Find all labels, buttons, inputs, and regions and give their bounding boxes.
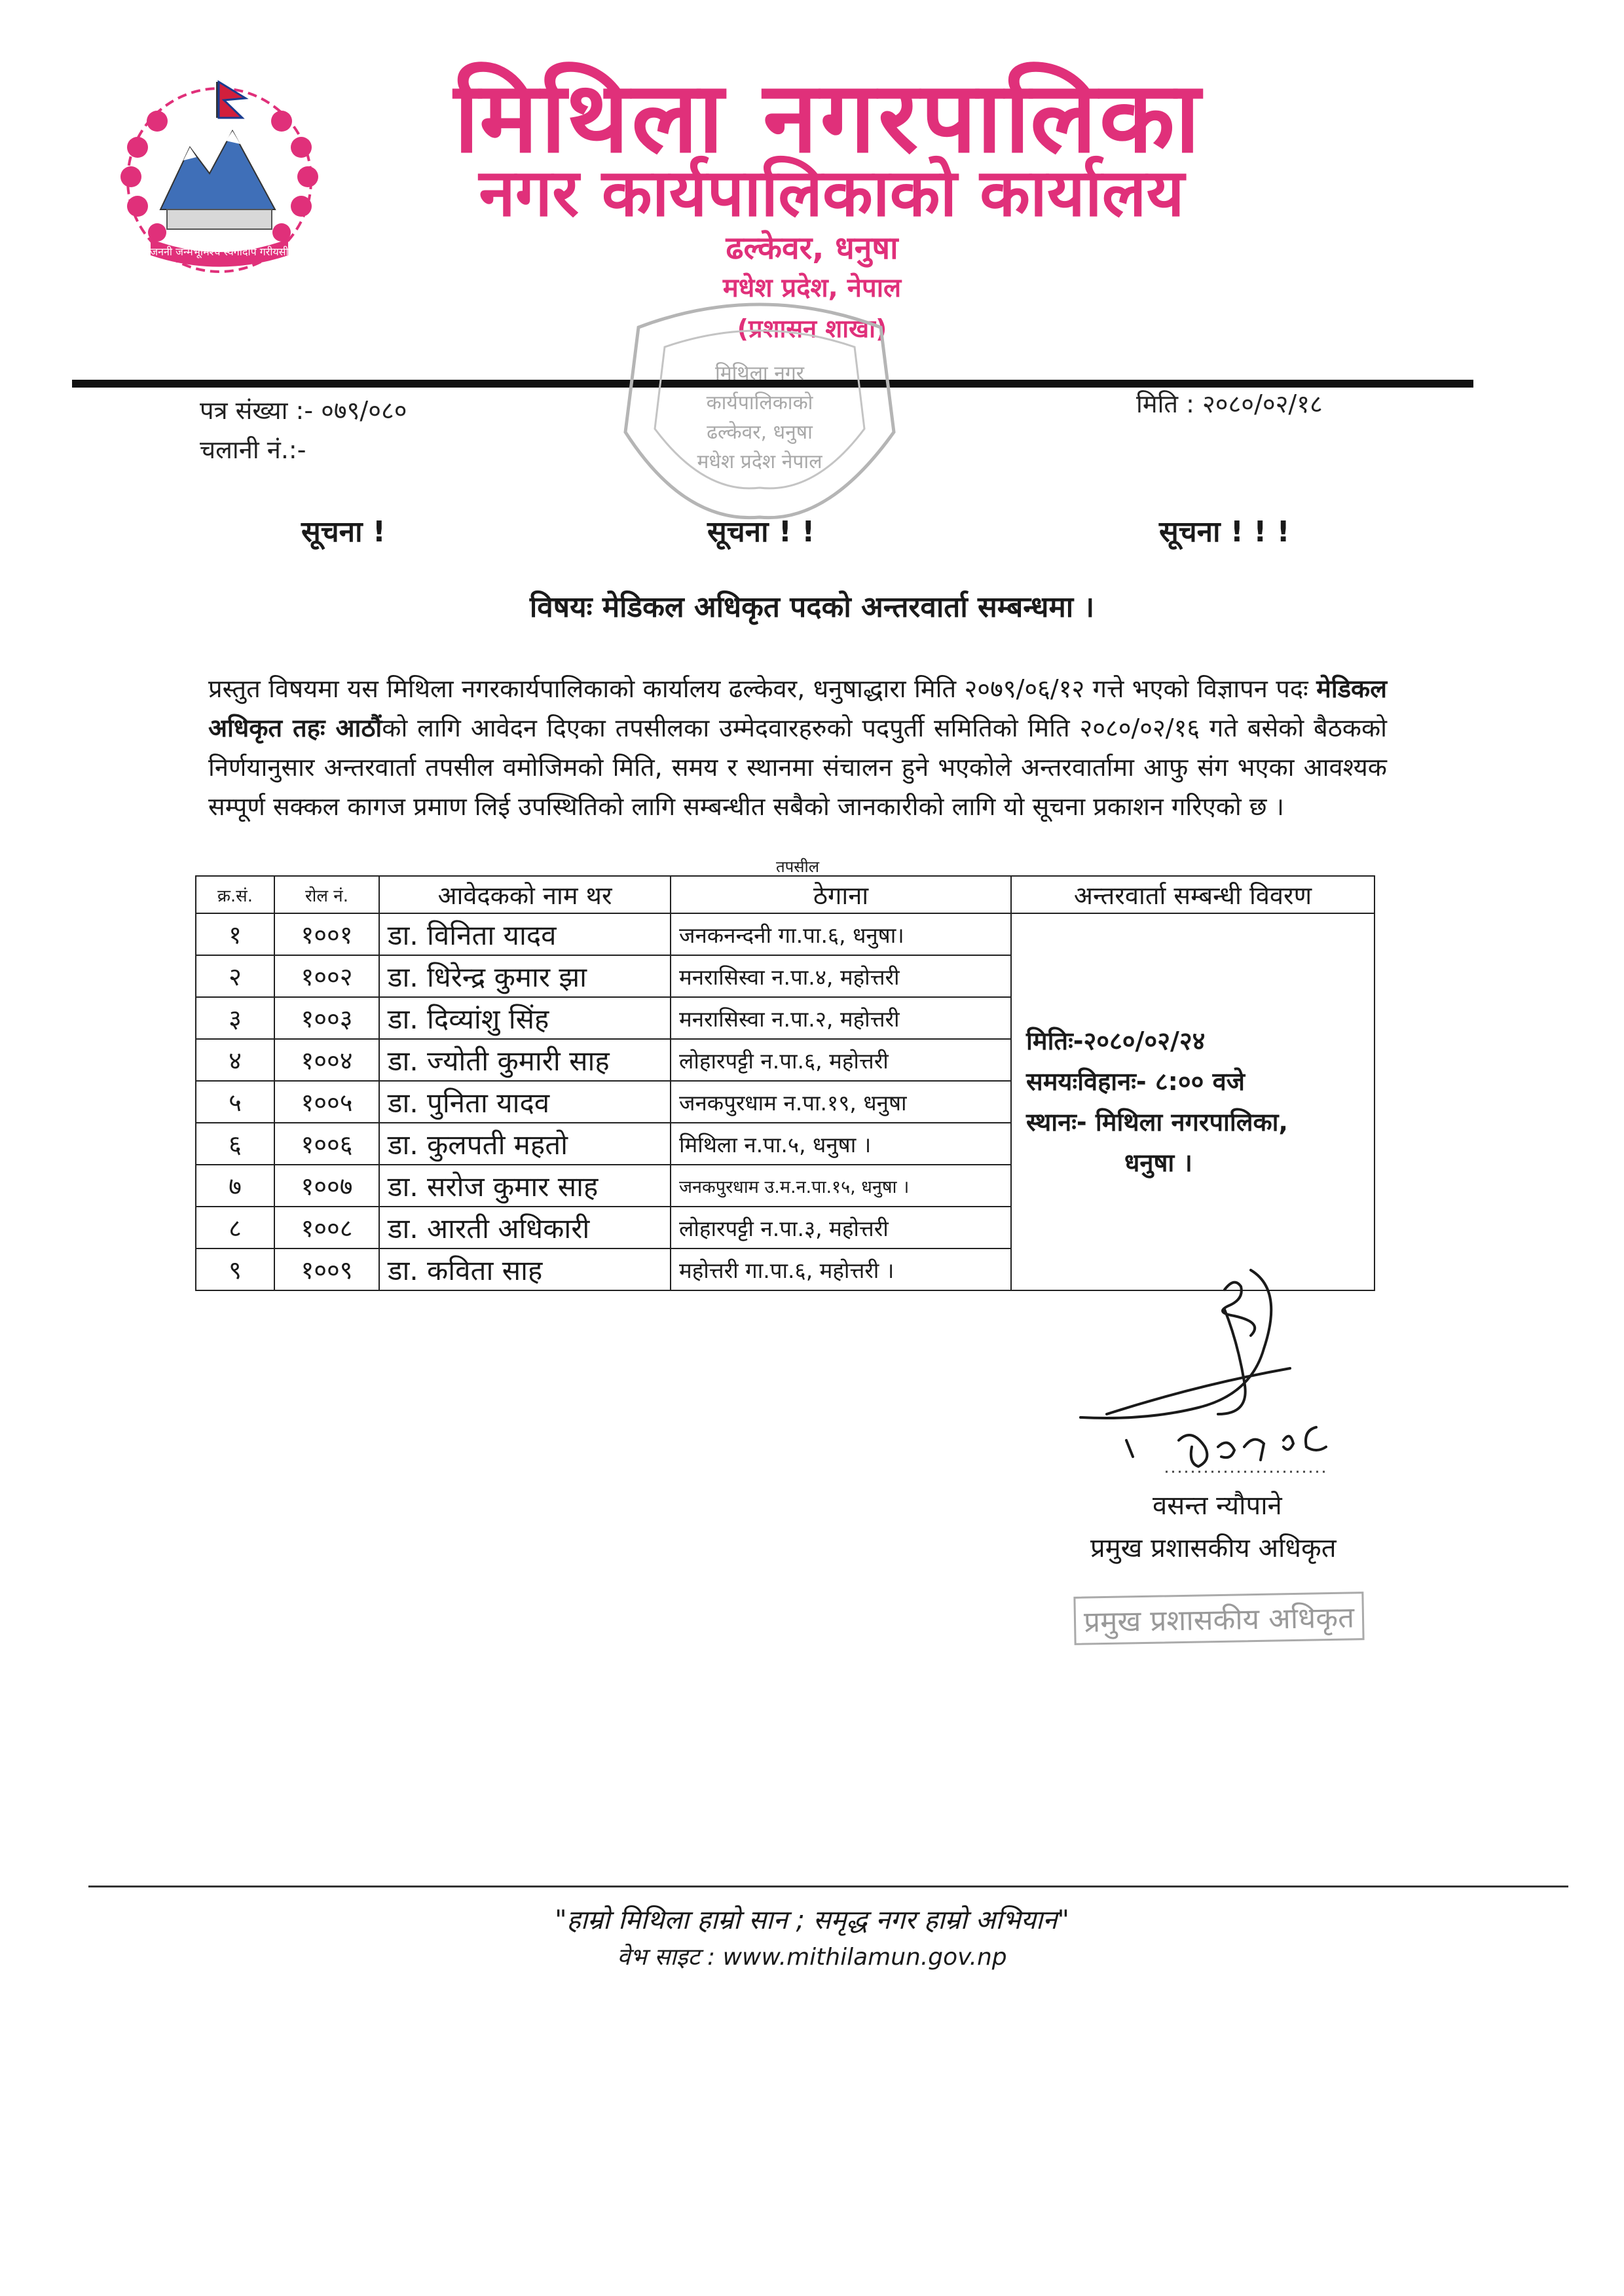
row-address: महोत्तरी गा.पा.६, महोत्तरी ।: [671, 1248, 1011, 1290]
row-roll: १००६: [274, 1123, 379, 1165]
row-roll: १००२: [274, 955, 379, 997]
stamp-line-2: कार्यपालिकाको: [706, 392, 813, 414]
row-address: मिथिला न.पा.५, धनुषा ।: [671, 1123, 1011, 1165]
candidate-table: [195, 875, 1375, 1291]
row-name: डा. पुनिता यादव: [379, 1081, 671, 1123]
office-name: नगर कार्यपालिकाको कार्यालय: [479, 155, 1185, 231]
subject-line: विषयः मेडिकल अधिकृत पदको अन्तरवार्ता सम्बन्धमा ।: [529, 591, 1095, 624]
header-sn: क्र.सं.: [196, 876, 274, 913]
row-address: जनकपुरधाम न.पा.१९, धनुषा: [671, 1081, 1011, 1123]
row-sn: ५: [196, 1081, 274, 1123]
address-line-1: ढल्केवर, धनुषा: [726, 230, 898, 266]
interview-details: [1011, 913, 1375, 1290]
notice-body: [208, 669, 1387, 826]
row-roll: १००५: [274, 1081, 379, 1123]
row-sn: ७: [196, 1165, 274, 1207]
row-roll: १००७: [274, 1165, 379, 1207]
footer-divider: [88, 1886, 1568, 1887]
row-address: लोहारपट्टी न.पा.३, महोत्तरी: [671, 1207, 1011, 1248]
row-address: मनरासिस्वा न.पा.२, महोत्तरी: [671, 997, 1011, 1039]
row-sn: ३: [196, 997, 274, 1039]
signatory-name: वसन्त न्यौपाने: [1153, 1491, 1282, 1521]
header-roll: रोल नं.: [274, 876, 379, 913]
row-name: डा. दिव्यांशु सिंह: [379, 997, 671, 1039]
row-address: लोहारपट्टी न.पा.६, महोत्तरी: [671, 1039, 1011, 1081]
row-roll: १००४: [274, 1039, 379, 1081]
interview-time: समयःविहानः- ८:०० वजे: [1026, 1067, 1245, 1096]
body-bold-post: मेडिकल अधिकृत तहः आठौं: [208, 674, 1387, 742]
row-sn: १: [196, 913, 274, 955]
header-details: अन्तरवार्ता सम्बन्धी विवरण: [1011, 876, 1375, 913]
row-sn: २: [196, 955, 274, 997]
stamp-line-1: मिथिला नगर: [714, 362, 805, 385]
interview-place-cont: धनुषा ।: [1124, 1148, 1192, 1177]
row-sn: ८: [196, 1207, 274, 1248]
row-roll: १००८: [274, 1207, 379, 1248]
row-name: डा. विनिता यादव: [379, 913, 671, 955]
notice-heading-1: सूचना !: [301, 515, 386, 549]
body-part-2: को लागि आवेदन दिएका तपसीलका उम्मेदवारहरुको पदपुर्ती समितिको मिति २०८०/०२/१६ गते बसेको बैठकको निर्णयानुसार अन्तरवार्ता तपसील वमोजिमको मिति, समय र स्थानमा संचालन हुने भएकोले अन्तरवार्तामा आफु संग भएका आवश्यक सम्पूर्ण सक्कल कागज प्रमाण लिई उपस्थितिको लागि सम्बन्धीत सबैको जानकारीको लागि यो सूचना प्रकाशन गरिएको छ ।: [208, 714, 1387, 821]
stamp-line-3: ढल्केवर, धनुषा: [707, 421, 813, 444]
body-part-1: प्रस्तुत विषयमा यस मिथिला नगरकार्यपालिकाको कार्यालय ढल्केवर, धनुषाद्धारा मिति २०७९/०६/१२ गत्ते भएको विज्ञापन पदः: [208, 674, 1317, 703]
row-name: डा. धिरेन्द्र कुमार झा: [379, 955, 671, 997]
branch-name: (प्रशासन शाखा): [737, 314, 887, 343]
table-row: [196, 913, 1375, 955]
table-caption: तपसील: [776, 858, 820, 876]
notice-heading-2: सूचना ! !: [707, 515, 815, 549]
letter-number: पत्र संख्या :- ०७९/०८०: [200, 396, 407, 425]
handwritten-signature: [1067, 1250, 1434, 1499]
organization-name: मिथिला नगरपालिका: [454, 61, 1203, 175]
letter-date: मिति : २०८०/०२/१८: [1136, 390, 1323, 418]
row-name: डा. ज्योती कुमारी साह: [379, 1039, 671, 1081]
row-name: डा. कुलपती महतो: [379, 1123, 671, 1165]
row-address: जनकनन्दनी गा.पा.६, धनुषा।: [671, 913, 1011, 955]
header-address: ठेगाना: [671, 876, 1011, 913]
row-sn: ६: [196, 1123, 274, 1165]
row-name: डा. सरोज कुमार साह: [379, 1165, 671, 1207]
stamp-line-4: मधेश प्रदेश नेपाल: [697, 450, 822, 473]
designation-stamp: प्रमुख प्रशासकीय अधिकृत: [1073, 1592, 1364, 1645]
header-name: आवेदकको नाम थर: [379, 876, 671, 913]
row-roll: १००१: [274, 913, 379, 955]
interview-date: मितिः-२०८०/०२/२४: [1026, 1027, 1206, 1055]
row-sn: ४: [196, 1039, 274, 1081]
row-sn: ९: [196, 1248, 274, 1290]
interview-place: स्थानः- मिथिला नगरपालिका,: [1026, 1108, 1288, 1137]
footer-website: वेभ साइट : www.mithilamun.gov.np: [617, 1944, 1007, 1971]
office-stamp: [612, 288, 907, 524]
row-name: डा. आरती अधिकारी: [379, 1207, 671, 1248]
footer-slogan: "हाम्रो मिथिला हाम्रो सान ; समृद्ध नगर हाम्रो अभियान": [555, 1905, 1069, 1935]
emblem-motto: जननी जन्मभूमिश्च स्वर्गादपि गरीयसी: [150, 246, 289, 258]
row-address: जनकपुरधाम उ.म.न.पा.१५, धनुषा ।: [671, 1165, 1011, 1207]
dispatch-number: चलानी नं.:-: [200, 435, 306, 464]
row-address: मनरासिस्वा न.पा.४, महोत्तरी: [671, 955, 1011, 997]
address-line-2: मधेश प्रदेश, नेपाल: [722, 273, 902, 303]
notice-heading-3: सूचना ! ! !: [1159, 515, 1290, 549]
table-header-row: [196, 876, 1375, 913]
row-roll: १००३: [274, 997, 379, 1039]
signatory-title: प्रमुख प्रशासकीय अधिकृत: [1090, 1533, 1337, 1563]
row-roll: १००९: [274, 1248, 379, 1290]
row-name: डा. कविता साह: [379, 1248, 671, 1290]
